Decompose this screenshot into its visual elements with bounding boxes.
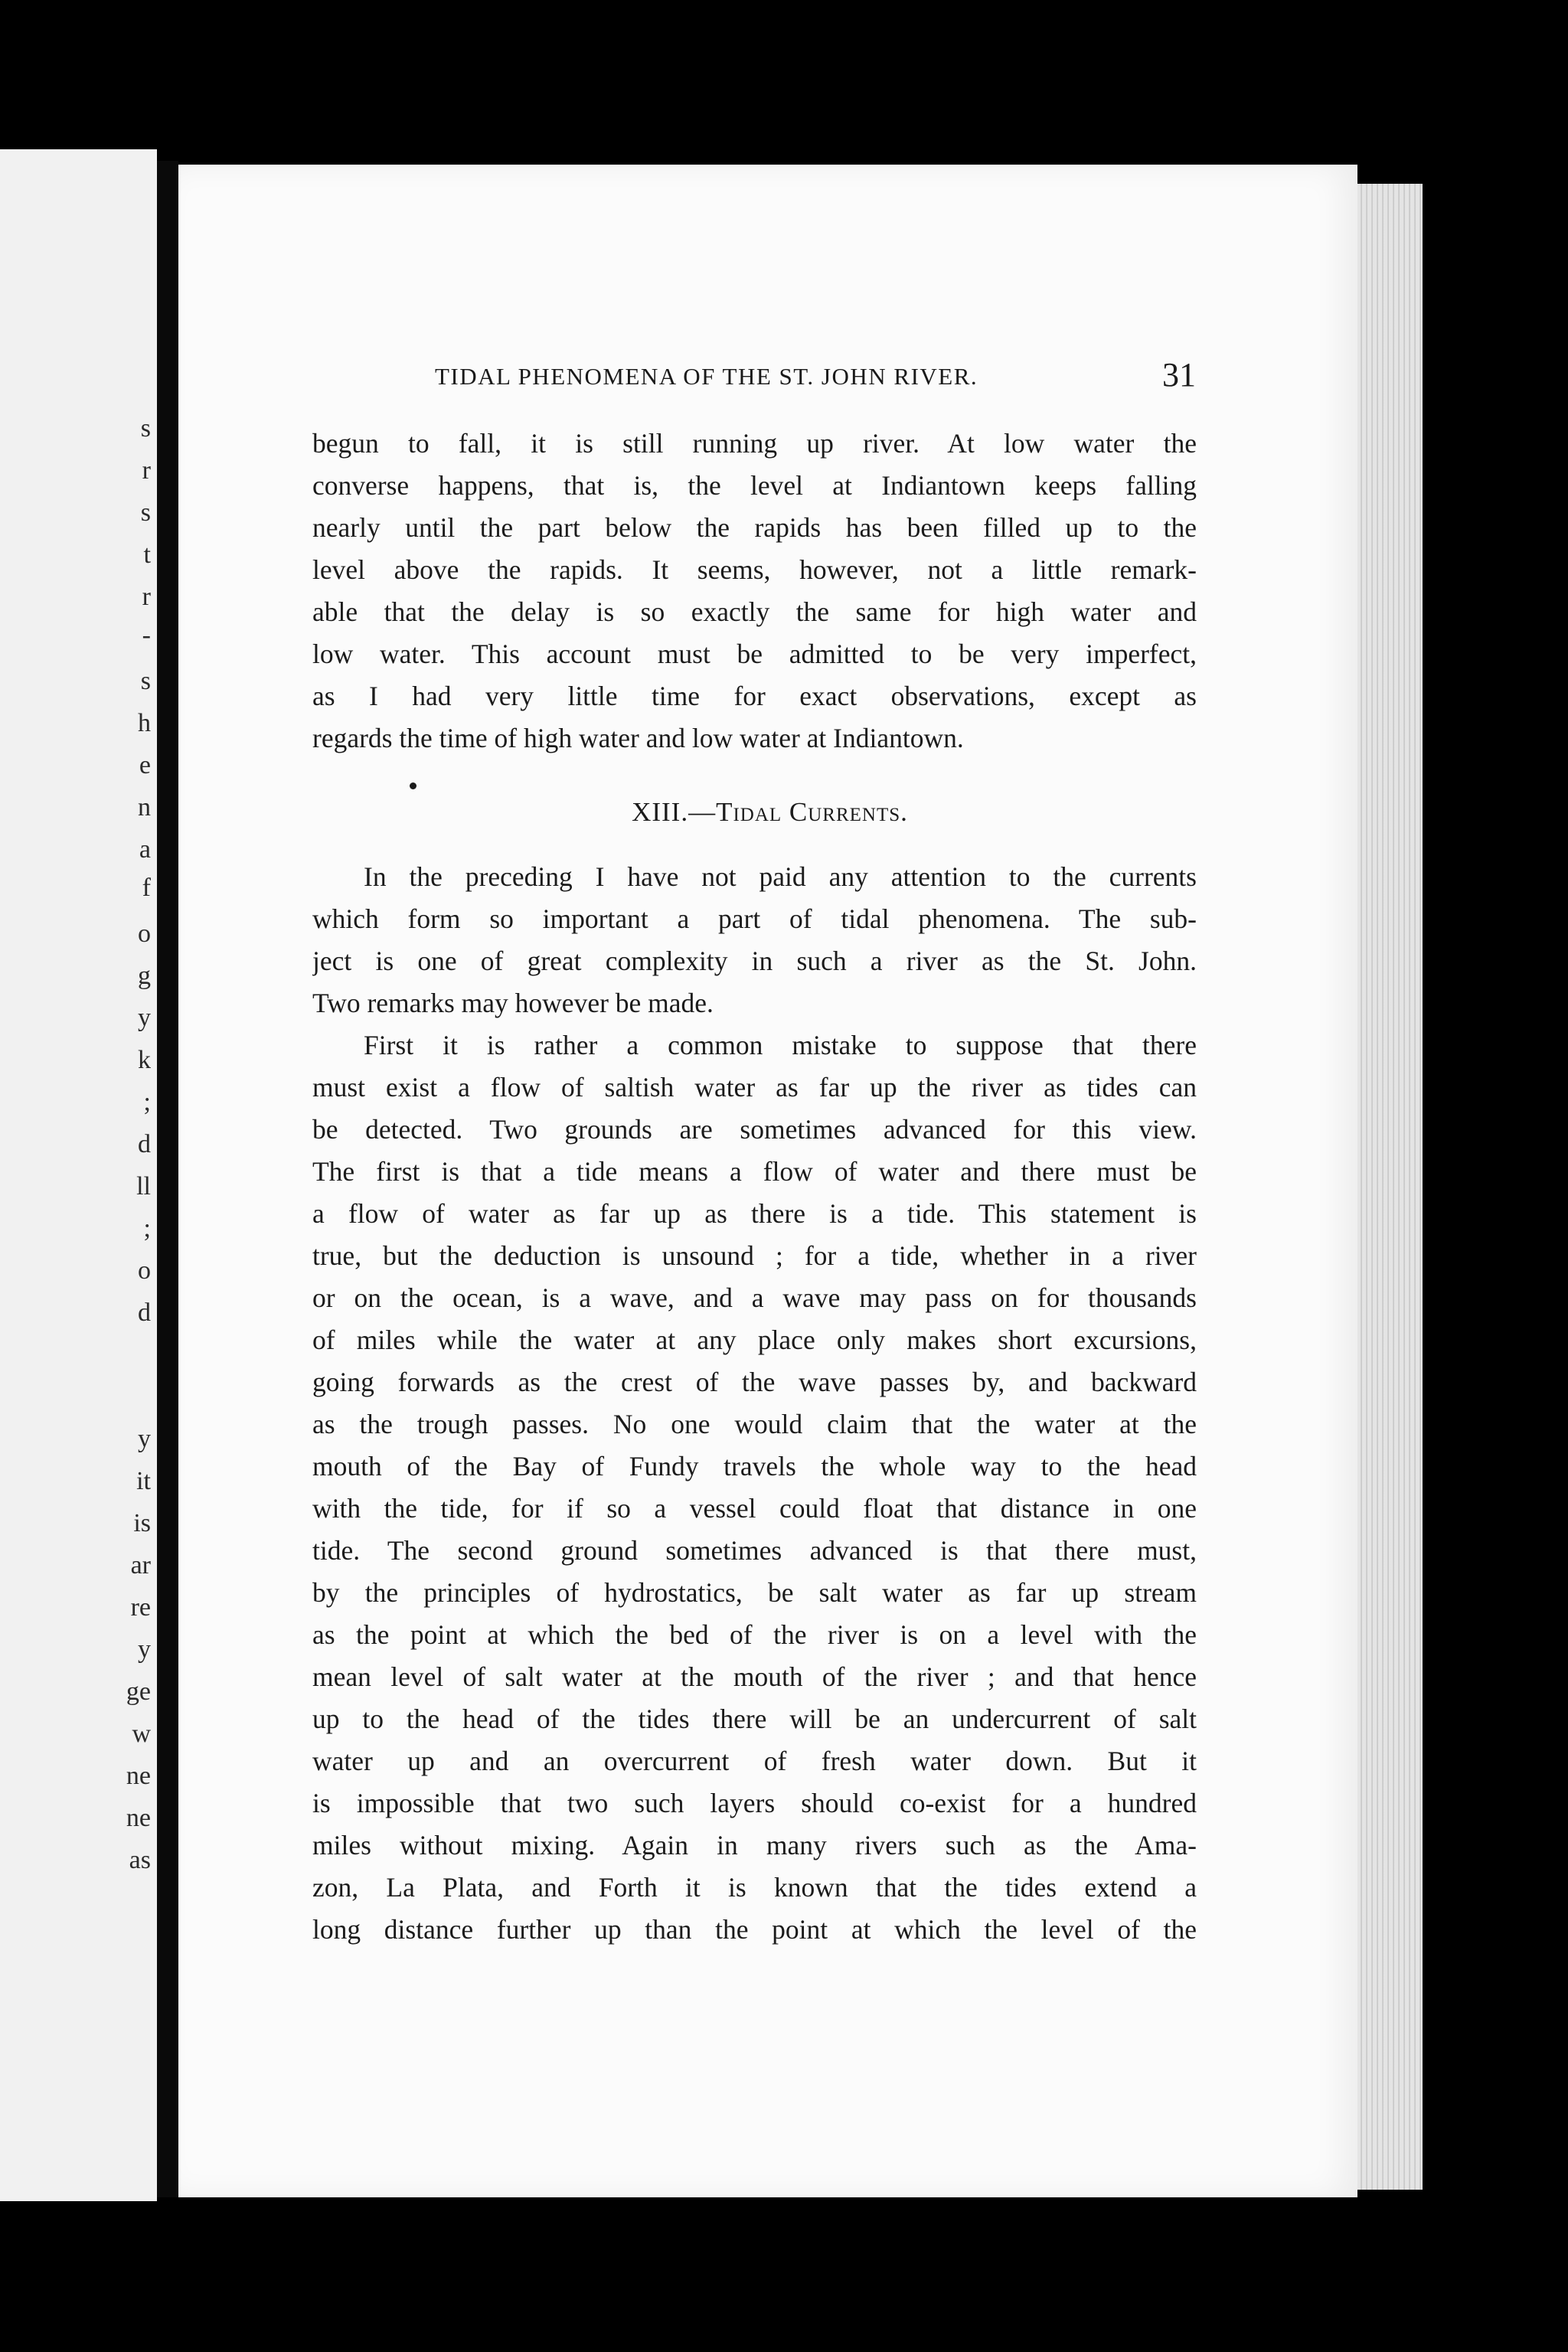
text-line: level above the rapids. It seems, however, not a little remark- bbox=[312, 554, 1197, 585]
edge-letter: ; bbox=[143, 1214, 151, 1243]
text-line: In the preceding I have not paid any attention to the currents bbox=[364, 861, 1197, 892]
body-text bbox=[312, 423, 1197, 1951]
text-line: nearly until the part below the rapids has been filled up to the bbox=[312, 512, 1197, 543]
text-line: long distance further up than the point at which the level of the bbox=[312, 1914, 1197, 1945]
text-line: as I had very little time for exact observations, except as bbox=[312, 681, 1197, 711]
text-line: mouth of the Bay of Fundy travels the whole way to the head bbox=[312, 1451, 1197, 1481]
edge-letter: n bbox=[138, 793, 151, 822]
edge-letter: s bbox=[140, 414, 151, 443]
text-line: mean level of salt water at the mouth of the river ; and that hence bbox=[312, 1661, 1197, 1692]
section-title: Tidal Currents. bbox=[716, 797, 908, 827]
text-line: as the trough passes. No one would claim that the water at the bbox=[312, 1409, 1197, 1439]
edge-letter: t bbox=[143, 541, 151, 569]
edge-letter: re bbox=[130, 1593, 151, 1622]
edge-letter: d bbox=[138, 1130, 151, 1158]
edge-letter: d bbox=[138, 1298, 151, 1327]
text-line: up to the head of the tides there will be an undercurrent of salt bbox=[312, 1704, 1197, 1734]
text-line: zon, La Plata, and Forth it is known that the tides extend a bbox=[312, 1872, 1197, 1903]
edge-letter: it bbox=[136, 1467, 151, 1495]
text-line: Two remarks may however be made. bbox=[312, 988, 714, 1018]
section-heading bbox=[312, 786, 1197, 839]
text-line: water up and an overcurrent of fresh water down. But it bbox=[312, 1746, 1197, 1776]
edge-letter: - bbox=[142, 621, 151, 649]
paragraph-1 bbox=[312, 423, 1197, 760]
text-line: miles without mixing. Again in many rivers such as the Ama- bbox=[312, 1830, 1197, 1860]
text-line: which form so important a part of tidal phenomena. The sub- bbox=[312, 903, 1197, 934]
text-line: First it is rather a common mistake to suppose that there bbox=[364, 1030, 1197, 1060]
edge-letter: ar bbox=[130, 1551, 151, 1579]
edge-letter: f bbox=[142, 874, 151, 902]
edge-letter: w bbox=[132, 1720, 151, 1748]
edge-letter: s bbox=[140, 667, 151, 695]
edge-letter: s bbox=[140, 498, 151, 527]
edge-letter: ne bbox=[126, 1762, 151, 1790]
text-line: with the tide, for if so a vessel could float that distance in one bbox=[312, 1493, 1197, 1524]
text-line: by the principles of hydrostatics, be salt water as far up stream bbox=[312, 1577, 1197, 1608]
paragraph-3 bbox=[312, 1024, 1197, 1951]
left-page bbox=[0, 149, 157, 2201]
edge-letter: as bbox=[129, 1846, 151, 1874]
edge-letter: r bbox=[142, 456, 151, 485]
edge-letter: r bbox=[142, 583, 151, 611]
running-head: TIDAL PHENOMENA OF THE ST. JOHN RIVER. bbox=[435, 363, 978, 390]
book-gutter bbox=[157, 161, 178, 2197]
page-number: 31 bbox=[1162, 356, 1196, 394]
edge-letter: h bbox=[138, 709, 151, 737]
edge-letter: o bbox=[138, 1256, 151, 1285]
text-line: must exist a flow of saltish water as far up the river as tides can bbox=[312, 1072, 1197, 1102]
text-line: regards the time of high water and low water at Indiantown. bbox=[312, 723, 964, 753]
text-line: is impossible that two such layers should co-exist for a hundred bbox=[312, 1788, 1197, 1818]
text-line: going forwards as the crest of the wave passes by, and backward bbox=[312, 1367, 1197, 1397]
text-line: as the point at which the bed of the river is on a level with the bbox=[312, 1619, 1197, 1650]
edge-letter: ge bbox=[126, 1677, 151, 1706]
edge-letter: ne bbox=[126, 1804, 151, 1832]
text-line: of miles while the water at any place only makes short excursions, bbox=[312, 1325, 1197, 1355]
edge-letter: y bbox=[138, 1635, 151, 1664]
text-line: tide. The second ground sometimes advanced is that there must, bbox=[312, 1535, 1197, 1566]
page-edges bbox=[1357, 184, 1423, 2190]
edge-letter: o bbox=[138, 920, 151, 948]
edge-letter: is bbox=[133, 1509, 151, 1537]
paragraph-2 bbox=[312, 856, 1197, 1024]
text-line: begun to fall, it is still running up river. At low water the bbox=[312, 428, 1197, 459]
text-line: a flow of water as far up as there is a tide. This statement is bbox=[312, 1198, 1197, 1229]
section-numeral: XIII.— bbox=[632, 797, 717, 827]
text-line: true, but the deduction is unsound ; for a tide, whether in a river bbox=[312, 1240, 1197, 1271]
text-line: low water. This account must be admitted to be very imperfect, bbox=[312, 639, 1197, 669]
text-line: converse happens, that is, the level at Indiantown keeps falling bbox=[312, 470, 1197, 501]
edge-letter: ll bbox=[136, 1172, 151, 1200]
text-line: able that the delay is so exactly the same for high water and bbox=[312, 596, 1197, 627]
edge-letter: a bbox=[139, 835, 151, 864]
edge-letter: y bbox=[138, 1004, 151, 1032]
text-line: The first is that a tide means a flow of water and there must be bbox=[312, 1156, 1197, 1187]
edge-letter: e bbox=[139, 751, 151, 779]
text-line: or on the ocean, is a wave, and a wave may pass on for thousands bbox=[312, 1282, 1197, 1313]
edge-letter: k bbox=[138, 1046, 151, 1074]
text-line: be detected. Two grounds are sometimes advanced for this view. bbox=[312, 1114, 1197, 1145]
text-line: ject is one of great complexity in such a river as the St. John. bbox=[312, 946, 1197, 976]
edge-letter: ; bbox=[143, 1088, 151, 1116]
edge-letter: g bbox=[138, 962, 151, 990]
edge-letter: y bbox=[138, 1425, 151, 1453]
